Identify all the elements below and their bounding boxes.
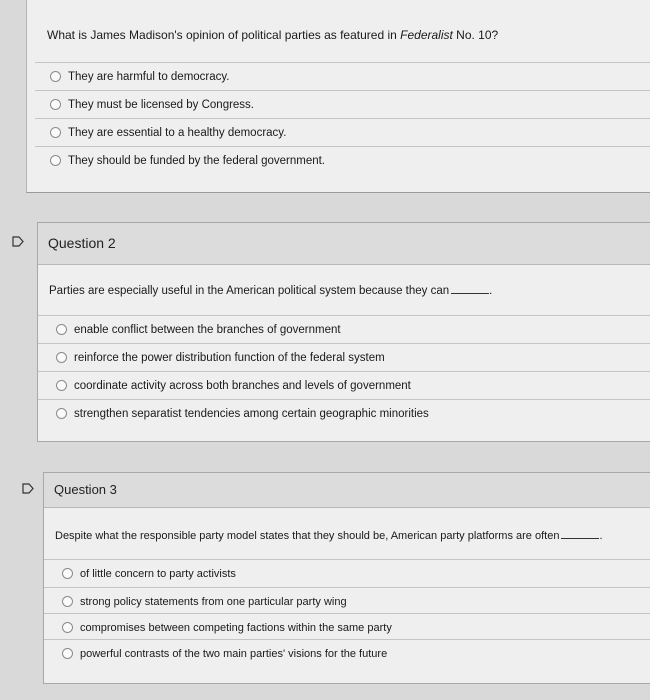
question-1-choice-1[interactable] <box>35 62 650 90</box>
question-2-choice-2[interactable] <box>38 343 650 371</box>
radio-button[interactable] <box>56 380 67 391</box>
radio-button[interactable] <box>50 99 61 110</box>
answer-blank <box>561 529 599 539</box>
question-2-prompt-text: Parties are especially useful in the American political system because they can <box>49 285 450 297</box>
question-1-panel <box>26 0 650 193</box>
question-1-prompt-italic: Federalist <box>400 28 453 42</box>
choice-label: coordinate activity across both branches and levels of government <box>74 379 411 392</box>
question-3-prompt-text: Despite what the responsible party model states that they should be, American party platforms are often <box>55 530 560 542</box>
question-2-title: Question 2 <box>48 235 116 251</box>
question-3-choice-4[interactable] <box>44 639 650 667</box>
question-3-header <box>44 473 650 508</box>
question-2-choice-3[interactable] <box>38 371 650 399</box>
answer-blank <box>451 284 489 294</box>
question-2-header <box>38 223 650 265</box>
choice-label: They are essential to a healthy democracy. <box>68 126 287 139</box>
choice-label: strengthen separatist tendencies among certain geographic minorities <box>74 407 429 420</box>
radio-button[interactable] <box>62 648 73 659</box>
radio-button[interactable] <box>62 622 73 633</box>
question-3-choice-2[interactable] <box>44 587 650 615</box>
choice-label: They should be funded by the federal government. <box>68 154 326 167</box>
choice-label: They are harmful to democracy. <box>68 70 230 83</box>
question-1-prompt <box>47 28 498 42</box>
radio-button[interactable] <box>50 71 61 82</box>
question-3-title: Question 3 <box>54 482 117 497</box>
question-2-prompt-end: . <box>489 285 493 297</box>
radio-button[interactable] <box>50 155 61 166</box>
question-1-choice-2[interactable] <box>35 90 650 118</box>
question-1-prompt-end: No. 10? <box>452 28 499 42</box>
question-1-choice-4[interactable] <box>35 146 650 174</box>
question-3-choice-3[interactable] <box>44 613 650 641</box>
radio-button[interactable] <box>56 324 67 335</box>
choice-label: enable conflict between the branches of government <box>74 323 341 336</box>
choice-label: strong policy statements from one particular party wing <box>80 595 347 608</box>
question-2-choice-1[interactable] <box>38 315 650 343</box>
question-3-panel <box>43 472 650 684</box>
choice-label: of little concern to party activists <box>80 567 236 580</box>
question-3-choice-1[interactable] <box>44 559 650 587</box>
choice-label: powerful contrasts of the two main parties' visions for the future <box>80 647 388 660</box>
radio-button[interactable] <box>62 568 73 579</box>
choice-label: reinforce the power distribution function of the federal system <box>74 351 385 364</box>
question-1-prompt-text: What is James Madison's opinion of political parties as featured in <box>47 28 401 42</box>
radio-button[interactable] <box>56 408 67 419</box>
question-1-choice-3[interactable] <box>35 118 650 146</box>
flag-icon[interactable] <box>12 236 24 247</box>
radio-button[interactable] <box>56 352 67 363</box>
radio-button[interactable] <box>62 596 73 607</box>
question-2-panel <box>37 222 650 442</box>
choice-label: compromises between competing factions within the same party <box>80 621 392 634</box>
question-2-prompt <box>49 284 492 298</box>
question-3-prompt-end: . <box>599 530 603 542</box>
radio-button[interactable] <box>50 127 61 138</box>
question-2-choice-4[interactable] <box>38 399 650 427</box>
question-3-prompt <box>55 529 603 543</box>
choice-label: They must be licensed by Congress. <box>68 98 255 111</box>
flag-icon[interactable] <box>22 483 34 494</box>
